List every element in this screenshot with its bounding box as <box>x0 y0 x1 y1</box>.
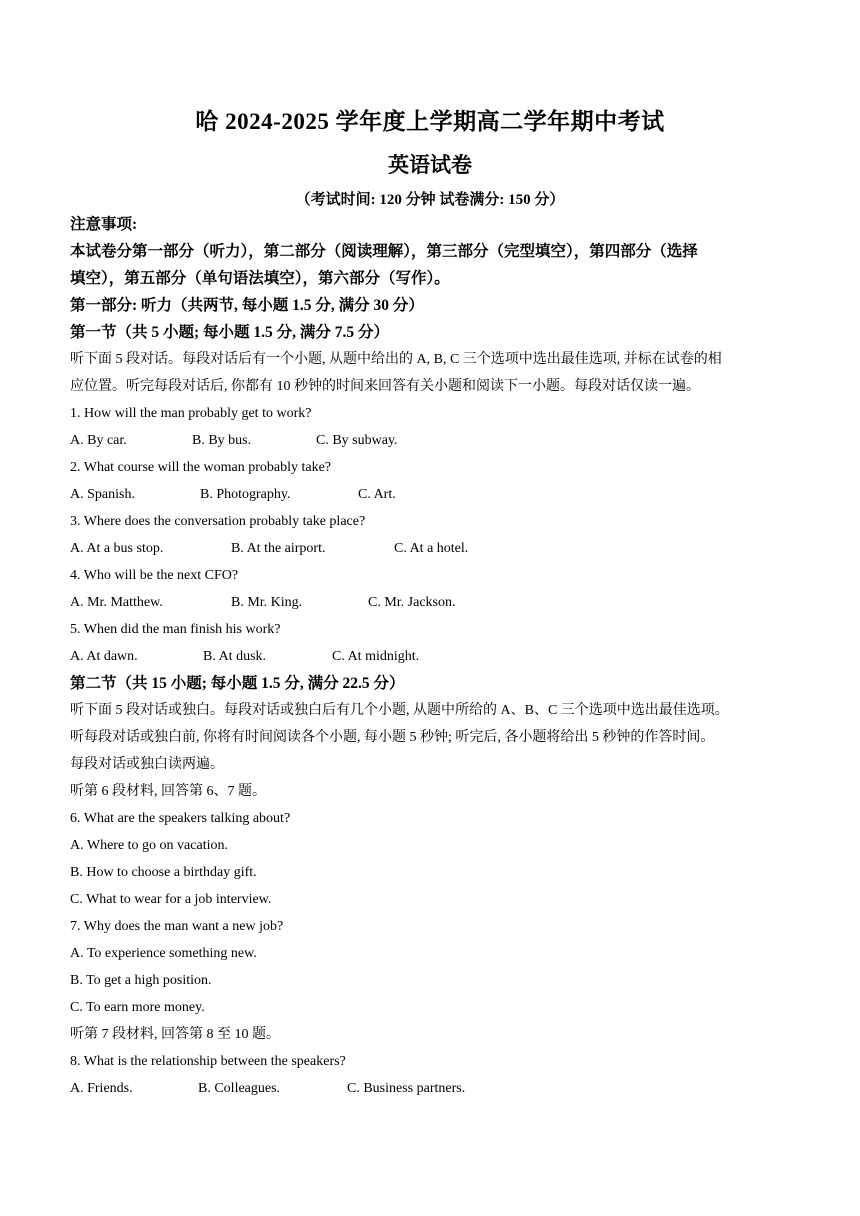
section2-instruction-2: 听每段对话或独白前, 你将有时间阅读各个小题, 每小题 5 秒钟; 听完后, 各小题将给出 5 秒钟的作答时间。 <box>70 730 715 745</box>
question-6: 6. What are the speakers talking about? <box>70 811 291 826</box>
question-1-option-b: B. By bus. <box>192 433 252 448</box>
question-3-option-c: C. At a hotel. <box>394 541 469 556</box>
material-7-note: 听第 7 段材料, 回答第 8 至 10 题。 <box>70 1027 280 1042</box>
notice-line-2: 填空），第五部分（单句语法填空），第六部分（写作）。 <box>70 270 450 287</box>
question-3-option-b: B. At the airport. <box>231 541 326 556</box>
question-4-option-a: A. Mr. Matthew. <box>70 595 163 610</box>
notice-line-1: 本试卷分第一部分（听力），第二部分（阅读理解），第三部分（完型填空），第四部分（选择 <box>70 243 698 260</box>
question-5: 5. When did the man finish his work? <box>70 622 281 637</box>
question-4: 4. Who will be the next CFO? <box>70 568 239 583</box>
question-5-option-b: B. At dusk. <box>203 649 267 664</box>
question-7-option-c: C. To earn more money. <box>70 1000 205 1015</box>
exam-subject: 英语试卷 <box>388 153 472 177</box>
question-2-option-c: C. Art. <box>358 487 396 502</box>
question-1-option-c: C. By subway. <box>316 433 398 448</box>
material-6-note: 听第 6 段材料, 回答第 6、7 题。 <box>70 784 266 799</box>
section1-instruction-1: 听下面 5 段对话。每段对话后有一个小题, 从题中给出的 A, B, C 三个选项中选出最佳选项, 并标在试卷的相 <box>70 352 722 367</box>
section1-instruction-2: 应位置。听完每段对话后, 你都有 10 秒钟的时间来回答有关小题和阅读下一小题。每段对话仅读一遍。 <box>70 379 700 394</box>
question-6-option-b: B. How to choose a birthday gift. <box>70 865 257 880</box>
section1-heading: 第一节（共 5 小题; 每小题 1.5 分, 满分 7.5 分） <box>70 324 390 341</box>
exam-time-info: （考试时间: 120 分钟 试卷满分: 150 分） <box>295 192 565 208</box>
question-7-option-a: A. To experience something new. <box>70 946 257 961</box>
question-8-option-c: C. Business partners. <box>347 1081 466 1096</box>
notice-heading: 注意事项: <box>70 216 138 233</box>
question-6-option-c: C. What to wear for a job interview. <box>70 892 272 907</box>
section2-instruction-1: 听下面 5 段对话或独白。每段对话或独白后有几个小题, 从题中所给的 A、B、C 三个选项中选出最佳选项。 <box>70 703 729 718</box>
question-6-option-a: A. Where to go on vacation. <box>70 838 228 853</box>
question-3: 3. Where does the conversation probably take place? <box>70 514 366 529</box>
question-1: 1. How will the man probably get to work? <box>70 406 312 421</box>
question-2: 2. What course will the woman probably take? <box>70 460 331 475</box>
question-4-option-b: B. Mr. King. <box>231 595 303 610</box>
section2-instruction-3: 每段对话或独白读两遍。 <box>70 757 224 772</box>
question-1-option-a: A. By car. <box>70 433 127 448</box>
question-5-option-a: A. At dawn. <box>70 649 138 664</box>
exam-title: 哈 2024-2025 学年度上学期高二学年期中考试 <box>195 109 665 134</box>
question-8: 8. What is the relationship between the speakers? <box>70 1054 346 1069</box>
question-7: 7. Why does the man want a new job? <box>70 919 284 934</box>
question-5-option-c: C. At midnight. <box>332 649 420 664</box>
question-8-option-a: A. Friends. <box>70 1081 133 1096</box>
question-2-option-a: A. Spanish. <box>70 487 135 502</box>
question-7-option-b: B. To get a high position. <box>70 973 212 988</box>
question-3-option-a: A. At a bus stop. <box>70 541 164 556</box>
question-4-option-c: C. Mr. Jackson. <box>368 595 456 610</box>
part1-heading: 第一部分: 听力（共两节, 每小题 1.5 分, 满分 30 分） <box>70 297 424 314</box>
section2-heading: 第二节（共 15 小题; 每小题 1.5 分, 满分 22.5 分） <box>70 675 405 692</box>
question-8-option-b: B. Colleagues. <box>198 1081 281 1096</box>
question-2-option-b: B. Photography. <box>200 487 291 502</box>
